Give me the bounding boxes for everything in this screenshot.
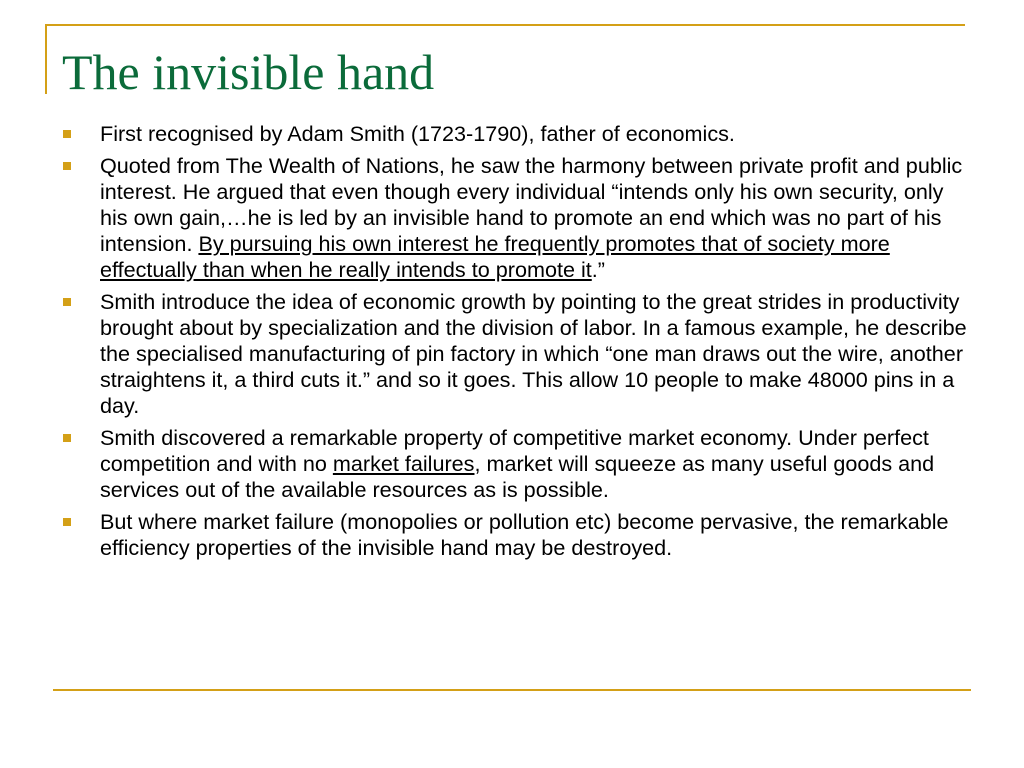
top-rule bbox=[47, 24, 965, 26]
square-bullet-icon bbox=[63, 130, 71, 138]
bullet-item bbox=[63, 289, 973, 419]
square-bullet-icon bbox=[63, 298, 71, 306]
bullet-text: Quoted from The Wealth of Nations, he saw the harmony between private profit and public interest. He argued that even though every individual “intends only his own security, only his own gain,…he is led by an invisible hand to promote an end which was no part of his intension. bbox=[100, 153, 963, 256]
bullet-item bbox=[63, 509, 973, 561]
bullet-text-end: , market will squeeze as many useful goods and services out of the available resources as is possible. bbox=[100, 451, 935, 502]
underlined-quote: By pursuing his own interest he frequently promotes that of society more effectually than when he really intends to promote it bbox=[100, 231, 890, 282]
slide-title: The invisible hand bbox=[62, 44, 435, 100]
bullet-item bbox=[63, 121, 973, 147]
bullet-text-end: .” bbox=[591, 257, 605, 282]
bullet-list bbox=[63, 121, 973, 567]
left-rule bbox=[45, 24, 47, 94]
bullet-text: Smith introduce the idea of economic growth by pointing to the great strides in productivity brought about by specialization and the division of labor. In a famous example, he describe the specialised manufacturing of pin factory in which “one man draws out the wire, another straightens it, a third cuts it.” and so it goes. This allow 10 people to make 48000 pins in a day. bbox=[100, 289, 967, 418]
square-bullet-icon bbox=[63, 162, 71, 170]
square-bullet-icon bbox=[63, 518, 71, 526]
bullet-text: Smith discovered a remarkable property of competitive market economy. Under perfect competition and with no bbox=[100, 425, 929, 476]
bullet-text: First recognised by Adam Smith (1723-1790), father of economics. bbox=[100, 121, 735, 146]
bullet-text: But where market failure (monopolies or pollution etc) become pervasive, the remarkable efficiency properties of the invisible hand may be destroyed. bbox=[100, 509, 949, 560]
underlined-term: market failures bbox=[332, 451, 475, 476]
bullet-item bbox=[63, 153, 973, 283]
square-bullet-icon bbox=[63, 434, 71, 442]
bullet-item bbox=[63, 425, 973, 503]
bottom-rule bbox=[53, 689, 971, 691]
